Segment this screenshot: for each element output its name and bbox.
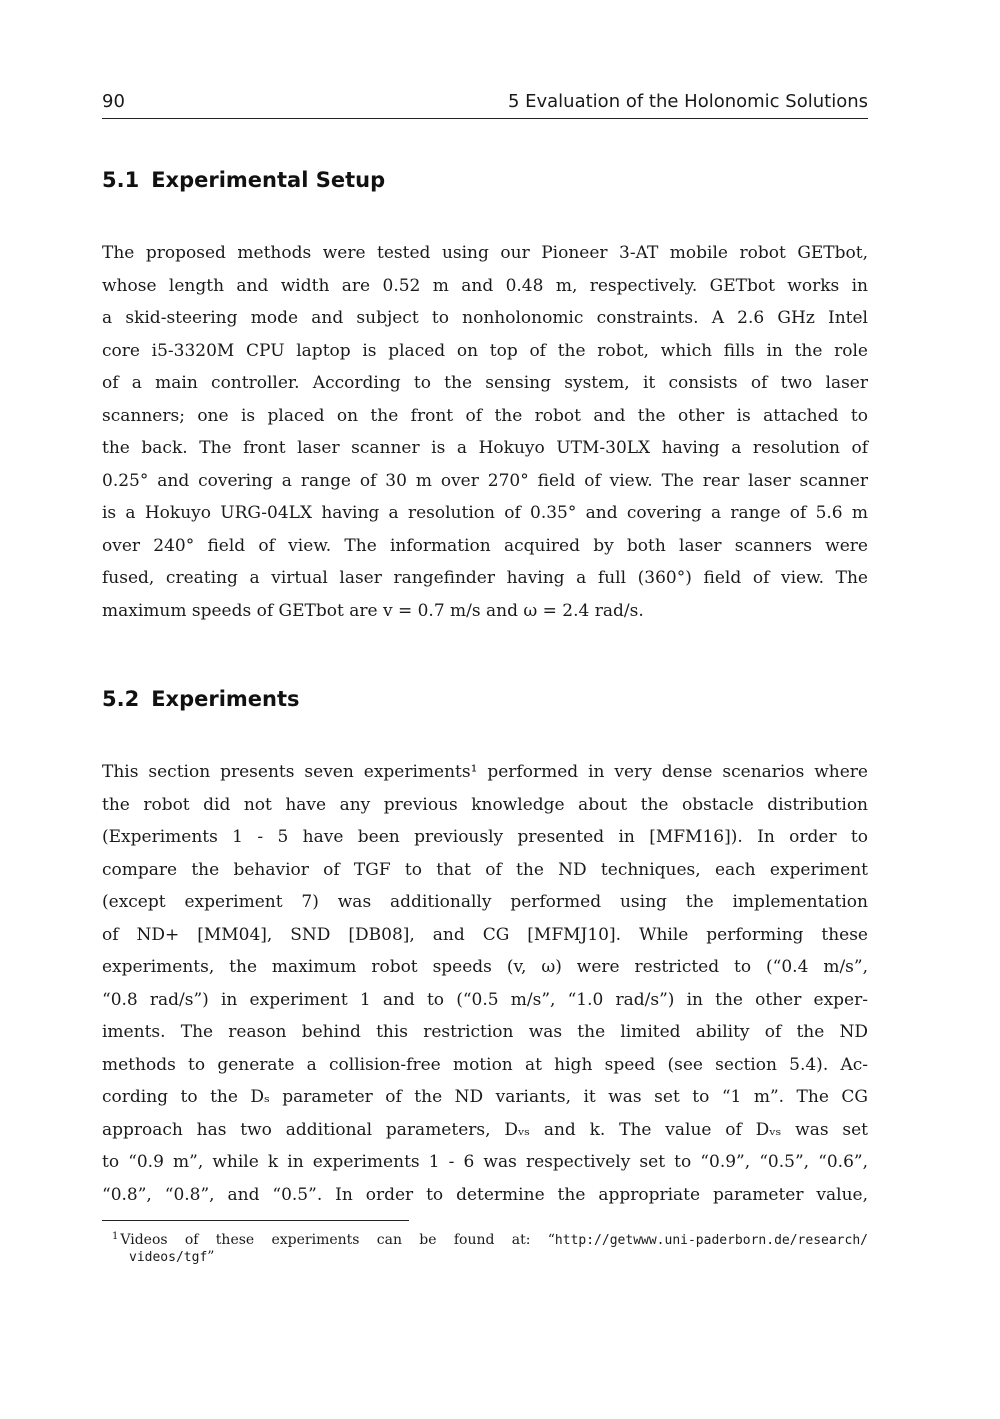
section-title: Experimental Setup	[151, 168, 386, 192]
text-line: of ND+ [MM04], SND [DB08], and CG [MFMJ10]. While performing these	[102, 924, 868, 945]
section-number: 5.2	[102, 687, 140, 711]
text-line: cording to the Dₛ parameter of the ND variants, it was set to “1 m”. The CG	[102, 1087, 868, 1107]
text-line: whose length and width are 0.52 m and 0.48 m, respectively. GETbot works in	[102, 275, 868, 296]
section-title: Experiments	[151, 687, 300, 711]
text-line: “0.8”, “0.8”, and “0.5”. In order to determine the appropriate parameter value,	[102, 1184, 868, 1205]
text-line: the robot did not have any previous knowledge about the obstacle distribution	[102, 794, 868, 815]
footnote	[112, 1226, 868, 1268]
text-line: fused, creating a virtual laser rangefinder having a full (360°) field of view. The	[102, 568, 868, 588]
text-line: compare the behavior of TGF to that of the ND techniques, each experiment	[102, 859, 868, 880]
text-line: to “0.9 m”, while k in experiments 1 - 6 was respectively set to “0.9”, “0.5”, “0.6”,	[102, 1152, 868, 1172]
paragraph-experiments	[102, 756, 868, 1211]
text-line: of a main controller. According to the sensing system, it consists of two laser	[102, 373, 868, 393]
text-line: a skid-steering mode and subject to nonholonomic constraints. A 2.6 GHz Intel	[102, 308, 868, 328]
text-line: the back. The front laser scanner is a Hokuyo UTM-30LX having a resolution of	[102, 438, 868, 458]
section-heading-experiments	[102, 685, 300, 713]
footnote-close-quote: ”	[207, 1249, 215, 1265]
page-number: 90	[102, 91, 125, 112]
text-line: This section presents seven experiments¹ performed in very dense scenarios where	[102, 762, 868, 782]
text-line: (Experiments 1 - 5 have been previously presented in [MFM16]). In order to	[102, 827, 868, 847]
footnote-url-link[interactable]: http://getwww.uni-paderborn.de/research/	[554, 1233, 868, 1248]
paragraph-experimental-setup	[102, 237, 868, 627]
text-line: The proposed methods were tested using our Pioneer 3-AT mobile robot GETbot,	[102, 243, 868, 263]
text-line: over 240° field of view. The information acquired by both laser scanners were	[102, 535, 868, 556]
text-line: (except experiment 7) was additionally performed using the implementation	[102, 892, 868, 912]
footnote-divider	[102, 1220, 409, 1221]
section-number: 5.1	[102, 168, 140, 192]
footnote-url-link[interactable]: videos/tgf	[129, 1250, 208, 1265]
footnote-mark: 1	[112, 1231, 119, 1242]
section-heading-experimental-setup	[102, 166, 385, 194]
footnote-line	[112, 1226, 868, 1247]
footnote-text: Videos of these experiments can be found at: “	[120, 1232, 555, 1248]
text-line: approach has two additional parameters, Dᵥₛ and k. The value of Dᵥₛ was set	[102, 1119, 868, 1140]
text-line: scanners; one is placed on the front of the robot and the other is attached to	[102, 405, 868, 426]
chapter-title: 5 Evaluation of the Holonomic Solutions	[507, 91, 868, 112]
text-line: maximum speeds of GETbot are v = 0.7 m/s and ω = 2.4 rad/s.	[102, 600, 644, 621]
text-line: methods to generate a collision-free motion at high speed (see section 5.4). Ac-	[102, 1054, 868, 1075]
text-line: core i5-3320M CPU laptop is placed on top of the robot, which fills in the role	[102, 340, 868, 361]
text-line: is a Hokuyo URG-04LX having a resolution of 0.35° and covering a range of 5.6 m	[102, 503, 868, 523]
footnote-line	[112, 1247, 868, 1268]
text-line: experiments, the maximum robot speeds (v, ω) were restricted to (“0.4 m/s”,	[102, 957, 868, 977]
text-line: “0.8 rad/s”) in experiment 1 and to (“0.5 m/s”, “1.0 rad/s”) in the other exper-	[102, 989, 868, 1010]
text-line: iments. The reason behind this restriction was the limited ability of the ND	[102, 1022, 868, 1042]
running-header	[102, 88, 868, 119]
text-line: 0.25° and covering a range of 30 m over 270° field of view. The rear laser scanner	[102, 470, 868, 491]
